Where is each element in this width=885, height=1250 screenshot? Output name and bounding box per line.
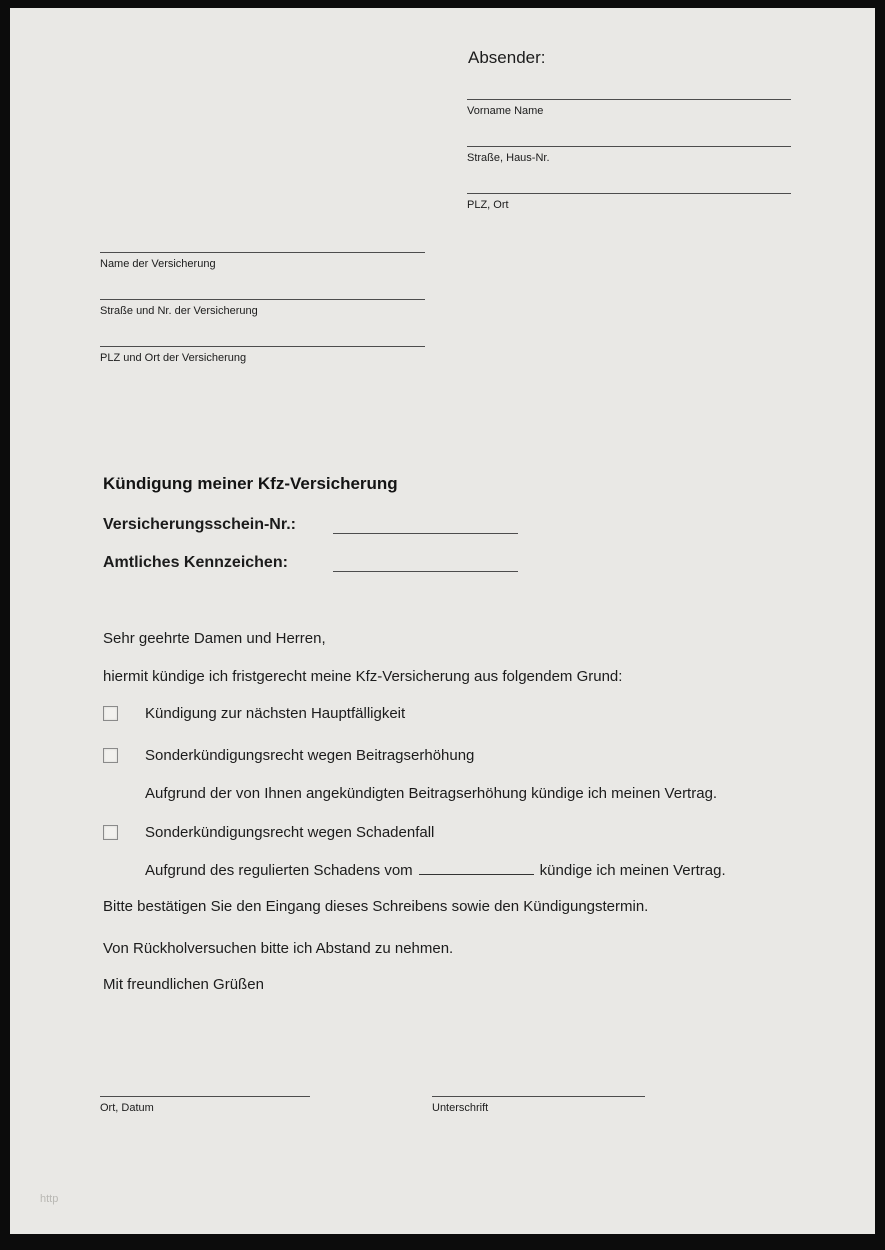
option-row-hauptfaelligkeit (103, 705, 405, 722)
recipient-name-field (100, 252, 425, 270)
date-label: Ort, Datum (100, 1102, 154, 1114)
sender-name-label: Vorname Name (467, 105, 544, 117)
note-beitragserhoehung: Aufgrund der von Ihnen angekündigten Beitragserhöhung kündige ich meinen Vertrag. (145, 785, 718, 802)
policy-number-row (103, 514, 518, 534)
sender-street-field (467, 146, 791, 164)
recipient-name-label: Name der Versicherung (100, 258, 216, 270)
option-label-hauptfaelligkeit: Kündigung zur nächsten Hauptfälligkeit (145, 705, 406, 722)
recipient-street-field (100, 299, 425, 317)
option-row-beitragserhoehung (103, 747, 474, 764)
sender-name-field (467, 99, 791, 117)
checkbox-beitragserhoehung[interactable] (103, 748, 118, 763)
note-schadenfall-before: Aufgrund des regulierten Schadens vom (145, 862, 413, 879)
option-label-schadenfall: Sonderkündigungsrecht wegen Schadenfall (145, 824, 435, 841)
policy-number-label: Versicherungsschein-Nr.: (103, 516, 296, 533)
note-schadenfall (145, 862, 726, 879)
checkbox-hauptfaelligkeit[interactable] (103, 706, 118, 721)
no-callback-paragraph: Von Rückholversuchen bitte ich Abstand zu nehmen. (103, 940, 454, 957)
closing-paragraph: Mit freundlichen Grüßen (103, 976, 264, 993)
sender-city-label: PLZ, Ort (467, 199, 509, 211)
watermark-text: http (40, 1193, 59, 1205)
recipient-city-field (100, 346, 425, 364)
confirm-paragraph: Bitte bestätigen Sie den Eingang dieses Schreibens sowie den Kündigungstermin. (103, 898, 649, 915)
sender-city-field (467, 193, 791, 211)
note-schadenfall-after: kündige ich meinen Vertrag. (539, 862, 726, 879)
sender-title: Absender: (468, 48, 546, 67)
license-plate-label: Amtliches Kennzeichen: (103, 554, 288, 571)
checkbox-schadenfall[interactable] (103, 825, 118, 840)
license-plate-line[interactable] (333, 552, 518, 572)
signature-label: Unterschrift (432, 1102, 489, 1114)
option-row-schadenfall (103, 824, 434, 841)
subject-heading: Kündigung meiner Kfz-Versicherung (103, 474, 398, 493)
policy-number-line[interactable] (333, 514, 518, 534)
sender-street-label: Straße, Haus-Nr. (467, 152, 550, 164)
signature-field (432, 1096, 645, 1114)
damage-date-line[interactable] (419, 862, 534, 875)
recipient-city-label: PLZ und Ort der Versicherung (100, 352, 247, 364)
option-label-beitragserhoehung: Sonderkündigungsrecht wegen Beitragserhöhung (145, 747, 475, 764)
intro-paragraph: hiermit kündige ich fristgerecht meine Kfz-Versicherung aus folgendem Grund: (103, 668, 623, 685)
license-plate-row (103, 552, 518, 572)
salutation: Sehr geehrte Damen und Herren, (103, 630, 326, 647)
letter-sheet (10, 8, 875, 1234)
date-signature-field (100, 1096, 310, 1114)
recipient-street-label: Straße und Nr. der Versicherung (100, 305, 258, 317)
